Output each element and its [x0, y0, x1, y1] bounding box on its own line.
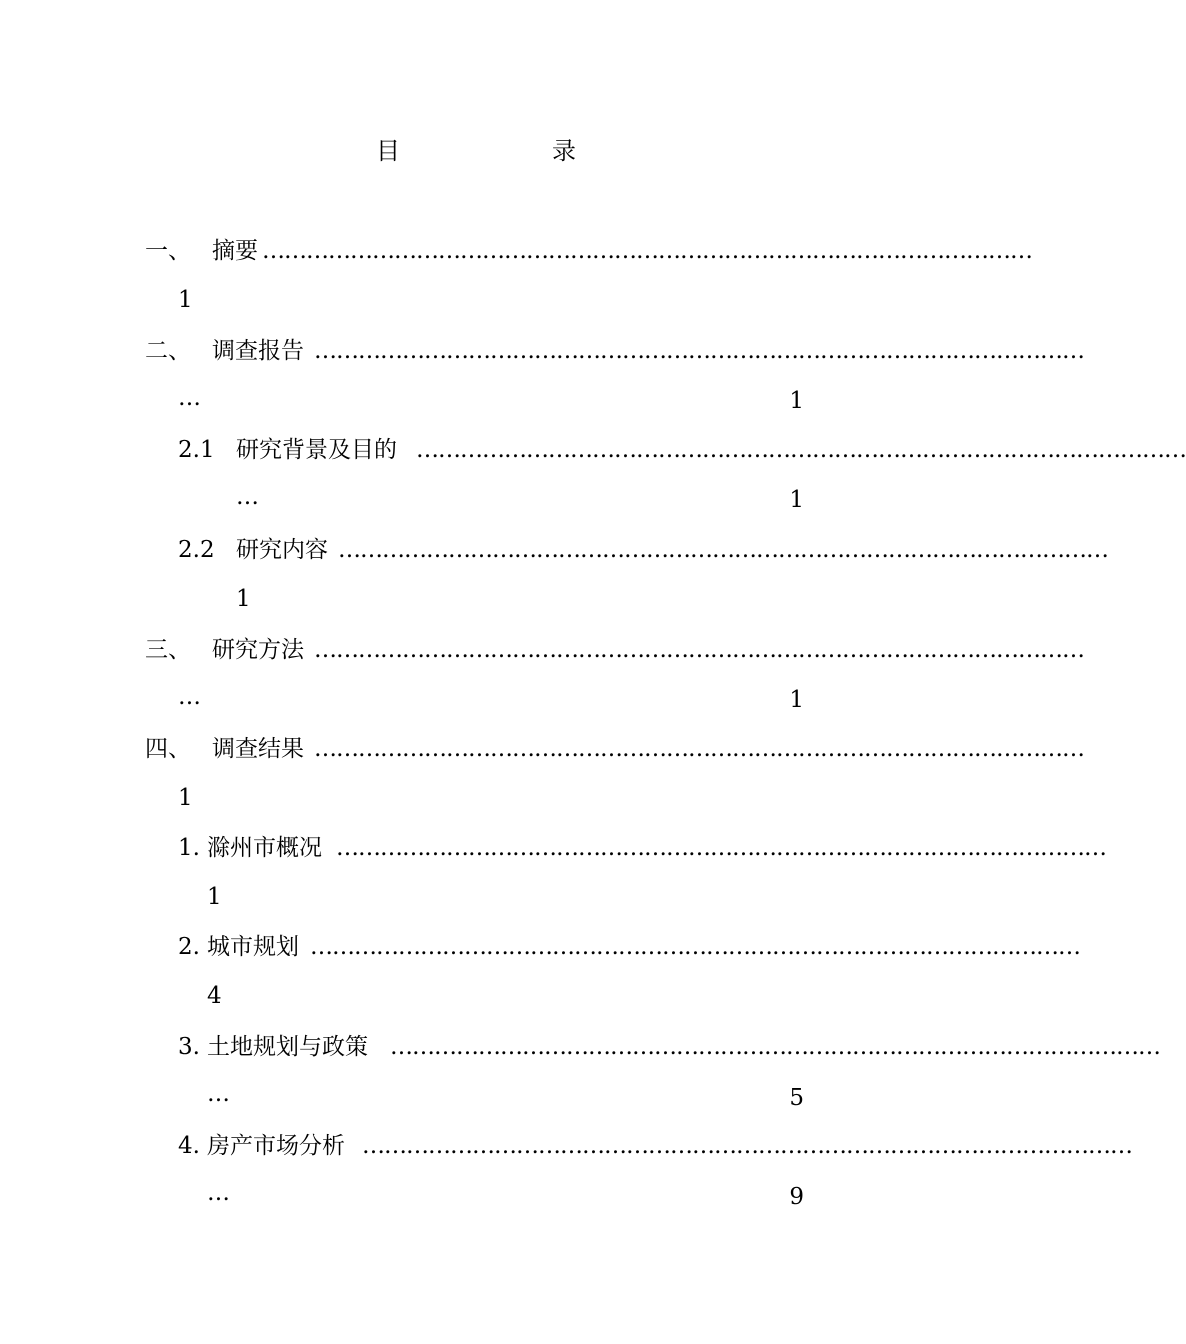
toc-entry-number: 二、 — [145, 338, 191, 364]
toc-entry-page: 9 — [789, 1184, 804, 1210]
toc-title-char-2: 录 — [552, 137, 576, 165]
toc-entry-number: 1. — [178, 835, 200, 861]
toc-entry-number: 三、 — [145, 637, 191, 663]
toc-leader-dots: …………………………………………………………………………………………… — [336, 835, 1106, 861]
toc-entry-page: 1 — [178, 287, 193, 313]
toc-entry-label: 城市规划 — [207, 934, 299, 960]
toc-leader-overflow: … — [236, 484, 259, 510]
toc-leader-overflow: … — [178, 385, 201, 411]
toc-entry-number: 3. — [178, 1034, 200, 1060]
toc-entry-page: 1 — [789, 687, 804, 713]
toc-entry-number: 4. — [178, 1133, 200, 1159]
toc-leader-dots: …………………………………………………………………………………………… — [310, 934, 1080, 960]
toc-entry-page: 1 — [178, 785, 193, 811]
toc-leader-overflow: … — [178, 684, 201, 710]
toc-leader-dots: …………………………………………………………………………………………… — [262, 238, 1032, 264]
toc-entry-label: 研究方法 — [212, 637, 304, 663]
toc-entry-page: 1 — [207, 884, 222, 910]
toc-leader-dots: …………………………………………………………………………………………… — [338, 537, 1108, 563]
toc-entry-number: 2.2 — [178, 537, 215, 563]
toc-entry-page: 4 — [207, 983, 222, 1009]
toc-entry-label: 调查报告 — [212, 338, 304, 364]
toc-leader-dots: …………………………………………………………………………………………… — [314, 637, 1084, 663]
toc-entry-page: 1 — [789, 388, 804, 414]
toc-entry-page: 5 — [789, 1085, 804, 1111]
toc-entry-number: 2.1 — [178, 437, 215, 463]
toc-entry-page: 1 — [236, 586, 251, 612]
toc-entry-number: 2. — [178, 934, 200, 960]
toc-entry-label: 研究内容 — [236, 537, 328, 563]
toc-entry-label: 土地规划与政策 — [207, 1034, 368, 1060]
toc-leader-dots: …………………………………………………………………………………………… — [416, 437, 1186, 463]
toc-entry-label: 房产市场分析 — [207, 1133, 345, 1159]
toc-entry-label: 摘要 — [212, 238, 258, 264]
toc-leader-dots: …………………………………………………………………………………………… — [390, 1034, 1160, 1060]
toc-entry-number: 一、 — [145, 238, 191, 264]
toc-entry-label: 滁州市概况 — [207, 835, 322, 861]
toc-entry-number: 四、 — [145, 736, 191, 762]
toc-title-char-1: 目 — [376, 137, 400, 165]
toc-entry-page: 1 — [789, 487, 804, 513]
toc-leader-dots: …………………………………………………………………………………………… — [362, 1133, 1132, 1159]
toc-entry-label: 调查结果 — [212, 736, 304, 762]
toc-entry-label: 研究背景及目的 — [236, 437, 397, 463]
toc-leader-dots: …………………………………………………………………………………………… — [314, 736, 1084, 762]
toc-leader-overflow: … — [207, 1081, 230, 1107]
toc-leader-dots: …………………………………………………………………………………………… — [314, 338, 1084, 364]
toc-leader-overflow: … — [207, 1180, 230, 1206]
